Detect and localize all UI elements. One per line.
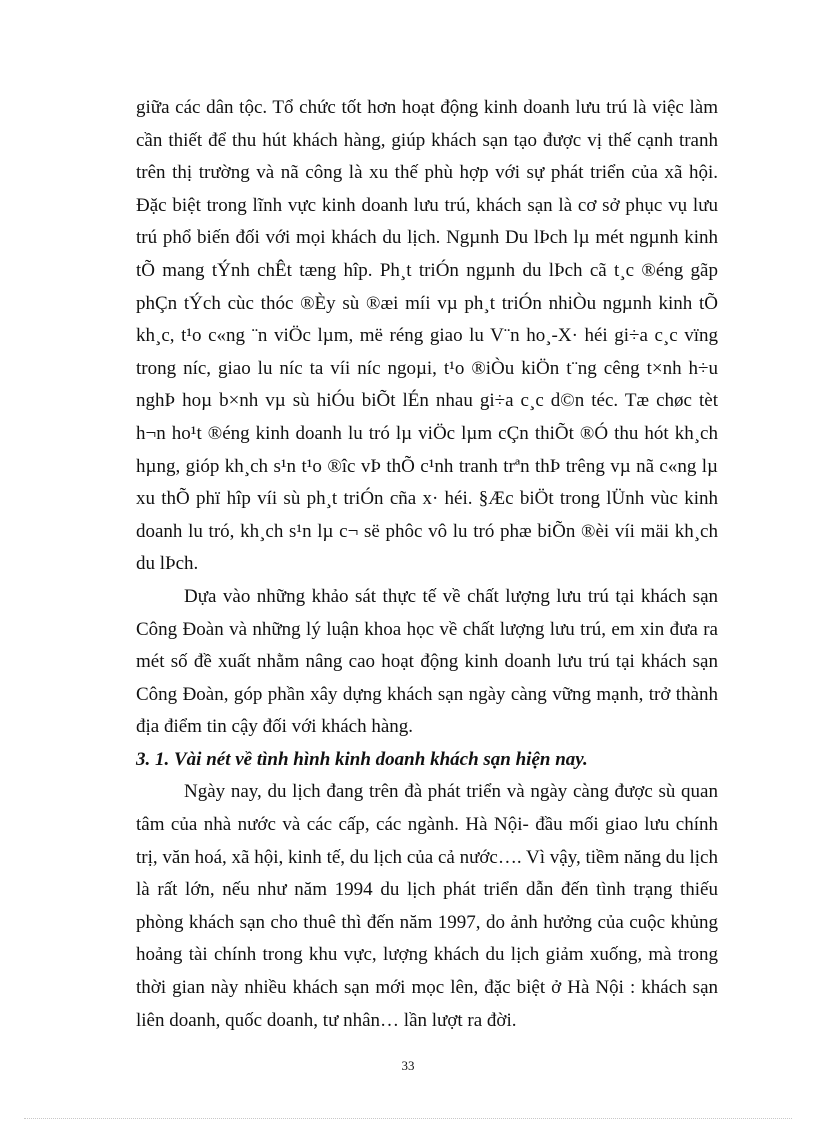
body-paragraph-proposals: Dựa vào những khảo sát thực tế về chất lượng lưu trú tại khách sạn Công Đoàn và những lý luận khoa học về chất lượng lưu trú, em xin đưa ra mét số đề xuất nhằm nâng cao hoạt động kinh doanh lưu trú tại khách sạn Công Đoàn, góp phần xây dựng khách sạn ngày càng vững mạnh, trở thành địa điểm tin cậy đối với khách hàng. bbox=[136, 585, 718, 738]
page-bottom-border bbox=[24, 1118, 792, 1119]
section-heading: 3. 1. Vài nét về tình hình kinh doanh khách sạn hiện nay. bbox=[136, 748, 588, 770]
page-body bbox=[136, 92, 718, 1037]
body-paragraph-continuation: giữa các dân tộc. Tổ chức tốt hơn hoạt động kinh doanh lưu trú là việc làm cần thiết để thu hút khách hàng, giúp khách sạn tạo được vị thế cạnh tranh trên thị trường và nã công là xu thế phù hợp với sự phát triển của xã hội. Đặc biệt trong lĩnh vực kinh doanh lưu trú, khách sạn là cơ sở phục vụ lưu trú phổ biến đối với mọi khách du lịch. Ngµnh Du lÞch lµ mét ngµnh kinh tÕ mang tÝnh chÊt tæng hîp. Ph¸t triÓn ngµnh du lÞch cã t¸c ®éng gãp phÇn tÝch cùc thóc ®Èy sù ®æi míi vµ ph¸t triÓn nhiÒu ngµnh kinh tÕ kh¸c, t¹o c«ng ¨n viÖc lµm, më réng giao lu V¨n ho¸-X· héi gi÷a c¸c vïng trong níc, giao lu níc ta víi níc ngoµi, t¹o ®iÒu kiÖn t¨ng cêng t×nh h÷u nghÞ hoµ b×nh vµ sù hiÓu biÕt lÉn nhau gi÷a c¸c d©n téc. Tæ chøc tèt h¬n ho¹t ®éng kinh doanh lu tró lµ viÖc lµm cÇn thiÕt ®Ó thu hót kh¸ch hµng, gióp kh¸ch s¹n t¹o ®îc vÞ thÕ c¹nh tranh trªn thÞ trêng vµ nã c«ng lµ xu thÕ phï hîp víi sù ph¸t triÓn cña x· héi. §Æc biÖt trong lÜnh vùc kinh doanh lu tró, kh¸ch s¹n lµ c¬ së phôc vô lu tró phæ biÕn ®èi víi mäi kh¸ch du lÞch. bbox=[136, 97, 718, 575]
section-paragraph: Ngày nay, du lịch đang trên đà phát triển và ngày càng được sù quan tâm của nhà nước và các cấp, các ngành. Hà Nội- đầu mối giao lưu chính trị, văn hoá, xã hội, kinh tế, du lịch của cả nước…. Vì vậy, tiềm năng du lịch là rất lớn, nếu như năm 1994 du lịch phát triển dẫn đến tình trạng thiếu phòng khách sạn cho thuê thì đến năm 1997, do ảnh hưởng của cuộc khủng hoảng tài chính trong khu vực, lượng khách du lịch giảm xuống, mà trong thời gian này nhiều khách sạn mới mọc lên, đặc biệt ở Hà Nội : khách sạn liên doanh, quốc doanh, tư nhân… lần lượt ra đời. bbox=[136, 781, 718, 1031]
page-number: 33 bbox=[401, 1058, 415, 1073]
